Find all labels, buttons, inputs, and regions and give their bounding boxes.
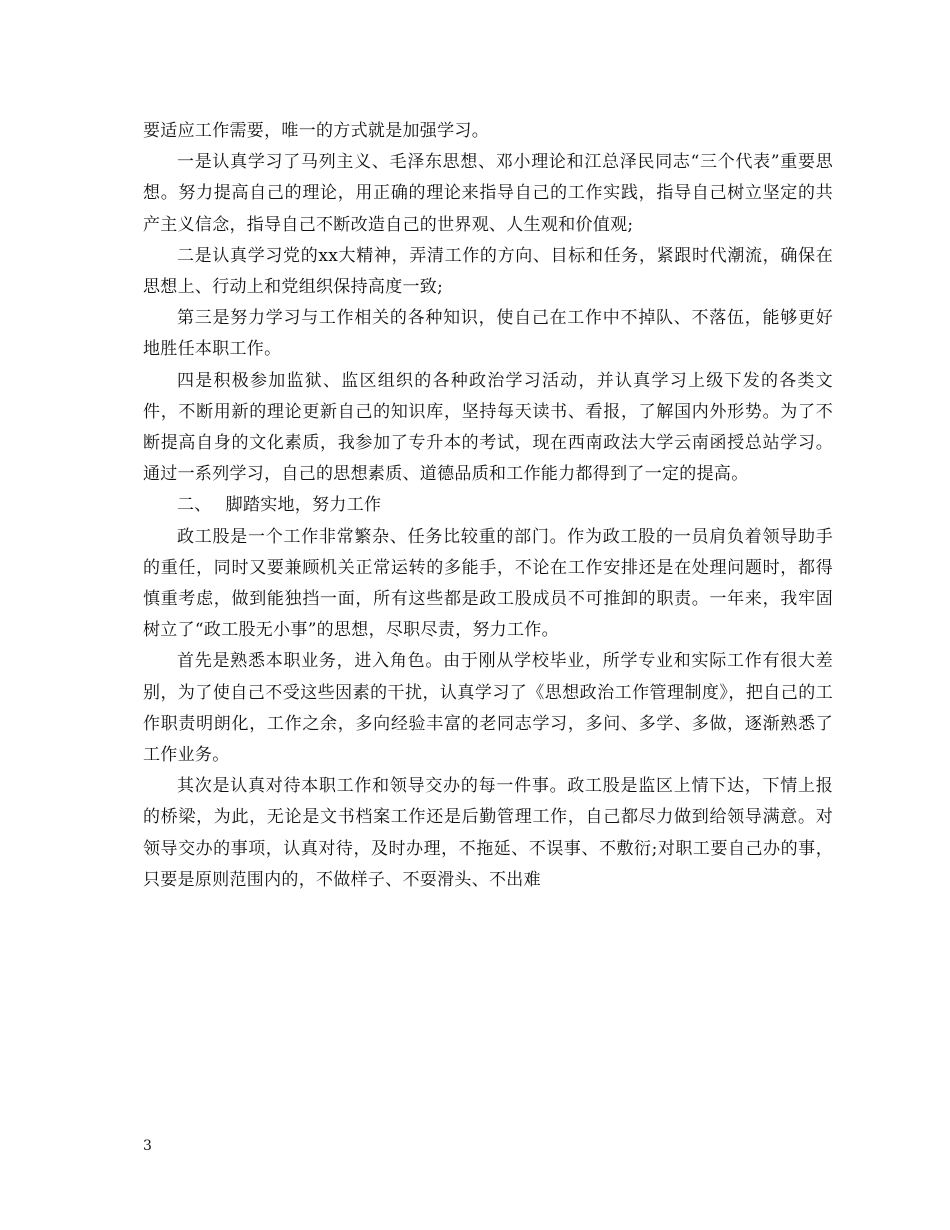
section-heading-number: 二、 [177, 495, 212, 516]
document-body [143, 116, 833, 896]
paragraph-8: 其次是认真对待本职工作和领导交办的每一件事。政工股是监区上情下达，下情上报的桥梁，为此，无论是文书档案工作还是后勤管理工作，自己都尽力做到给领导满意。对领导交办的事项，认真对待，及时办理，不拖延、不误事、不敷衍;对职工要自己办的事，只要是原则范围内的，不做样子、不耍滑头、不出难 [143, 776, 833, 890]
paragraph-3: 二是认真学习党的xx大精神，弄清工作的方向、目标和任务，紧跟时代潮流，确保在思想上、行动上和党组织保持高度一致; [143, 245, 833, 298]
paragraph-1: 要适应工作需要，唯一的方式就是加强学习。 [143, 121, 489, 141]
paragraph-6: 政工股是一个工作非常繁杂、任务比较重的部门。作为政工股的一员肩负着领导助手的重任，同时又要兼顾机关正常运转的多能手，不论在工作安排还是在处理问题时，都得慎重考虑，做到能独挡一面，所有这些都是政工股成员不可推卸的职责。一年来，我牢固树立了“政工股无小事”的思想，尽职尽责，努力工作。 [143, 526, 833, 641]
paragraph-2: 一是认真学习了马列主义、毛泽东思想、邓小理论和江总泽民同志“三个代表”重要思想。努力提高自己的理论，用正确的理论来指导自己的工作实践，指导自己树立坚定的共产主义信念，指导自己不断改造自己的世界观、人生观和价值观; [143, 152, 833, 235]
paragraph-5: 四是积极参加监狱、监区组织的各种政治学习活动，并认真学习上级下发的各类文件，不断用新的理论更新自己的知识库，坚持每天读书、看报，了解国内外形势。为了不断提高自身的文化素质，我参加了专升本的考试，现在西南政法大学云南函授总站学习。 通过一系列学习，自己的思想素质、道德品质和工作能力都得到了一定的提高。 [143, 370, 833, 485]
section-heading [143, 490, 833, 521]
paragraph-7: 首先是熟悉本职业务，进入角色。由于刚从学校毕业，所学专业和实际工作有很大差别，为了使自己不受这些因素的干扰，认真学习了《思想政治工作管理制度》，把自己的工作职责明朗化，工作之余，多向经验丰富的老同志学习，多问、多学、多做，逐渐熟悉了工作业务。 [143, 651, 833, 766]
page-number: 3 [143, 1138, 152, 1154]
section-heading-title: 脚踏实地，努力工作 [225, 495, 382, 516]
paragraph-4: 第三是努力学习与工作相关的各种知识，使自己在工作中不掉队、不落伍，能够更好地胜任本职工作。 [143, 308, 833, 360]
